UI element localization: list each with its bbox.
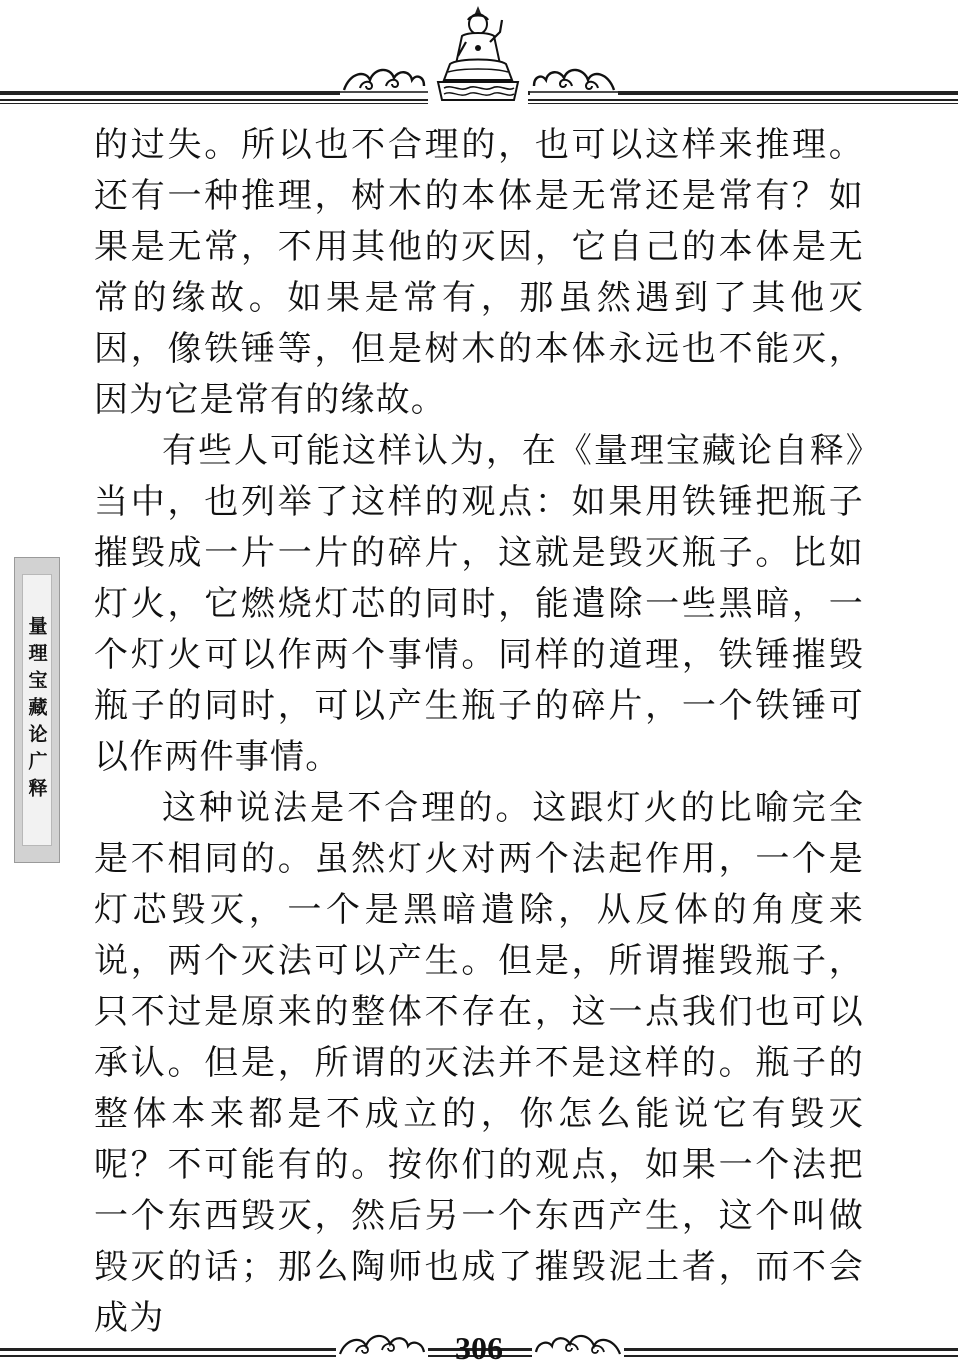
cloud-scroll-icon-right (530, 62, 618, 96)
page-number: 306 (455, 1330, 503, 1366)
page-body (94, 120, 864, 1344)
paragraph-1: 的过失。所以也不合理的，也可以这样来推理。还有一种推理，树木的本体是无常还是常有？如果是无常，不用其他的灭因，它自己的本体是无常的缘故。如果是常有，那虽然遇到了其他灭因，像铁锤等，但是树木的本体永远也不能灭，因为它是常有的缘故。 (94, 125, 864, 420)
paragraph-3: 这种说法是不合理的。这跟灯火的比喻完全是不相同的。虽然灯火对两个法起作用，一个是灯芯毁灭，一个是黑暗遣除，从反体的角度来说，两个灭法可以产生。但是，所谓摧毁瓶子，只不过是原来的整体不存在，这一点我们也可以承认。但是，所谓的灭法并不是这样的。瓶子的整体本来都是不成立的，你怎么能说它有毁灭呢？不可能有的。按你们的观点，如果一个法把一个东西毁灭，然后另一个东西产生，这个叫做毁灭的话；那么陶师也成了摧毁泥土者，而不会成为 (94, 788, 864, 1338)
paragraph-2: 有些人可能这样认为，在《量理宝藏论自释》当中，也列举了这样的观点：如果用铁锤把瓶子摧毁成一片一片的碎片，这就是毁灭瓶子。比如灯火，它燃烧灯芯的同时，能遣除一些黑暗，一个灯火可以作两个事情。同样的道理，铁锤摧毁瓶子的同时，可以产生瓶子的碎片，一个铁锤可以作两件事情。 (94, 431, 864, 777)
cloud-scroll-icon (340, 62, 428, 96)
side-title-tab (14, 557, 60, 863)
seated-deity-icon (428, 2, 528, 106)
cloud-scroll-icon-footer-right (532, 1330, 624, 1360)
running-title: 量理宝藏论广释 (22, 574, 52, 846)
page-header (0, 0, 958, 115)
page-footer (0, 1318, 958, 1369)
cloud-scroll-icon-footer-left (336, 1330, 428, 1360)
